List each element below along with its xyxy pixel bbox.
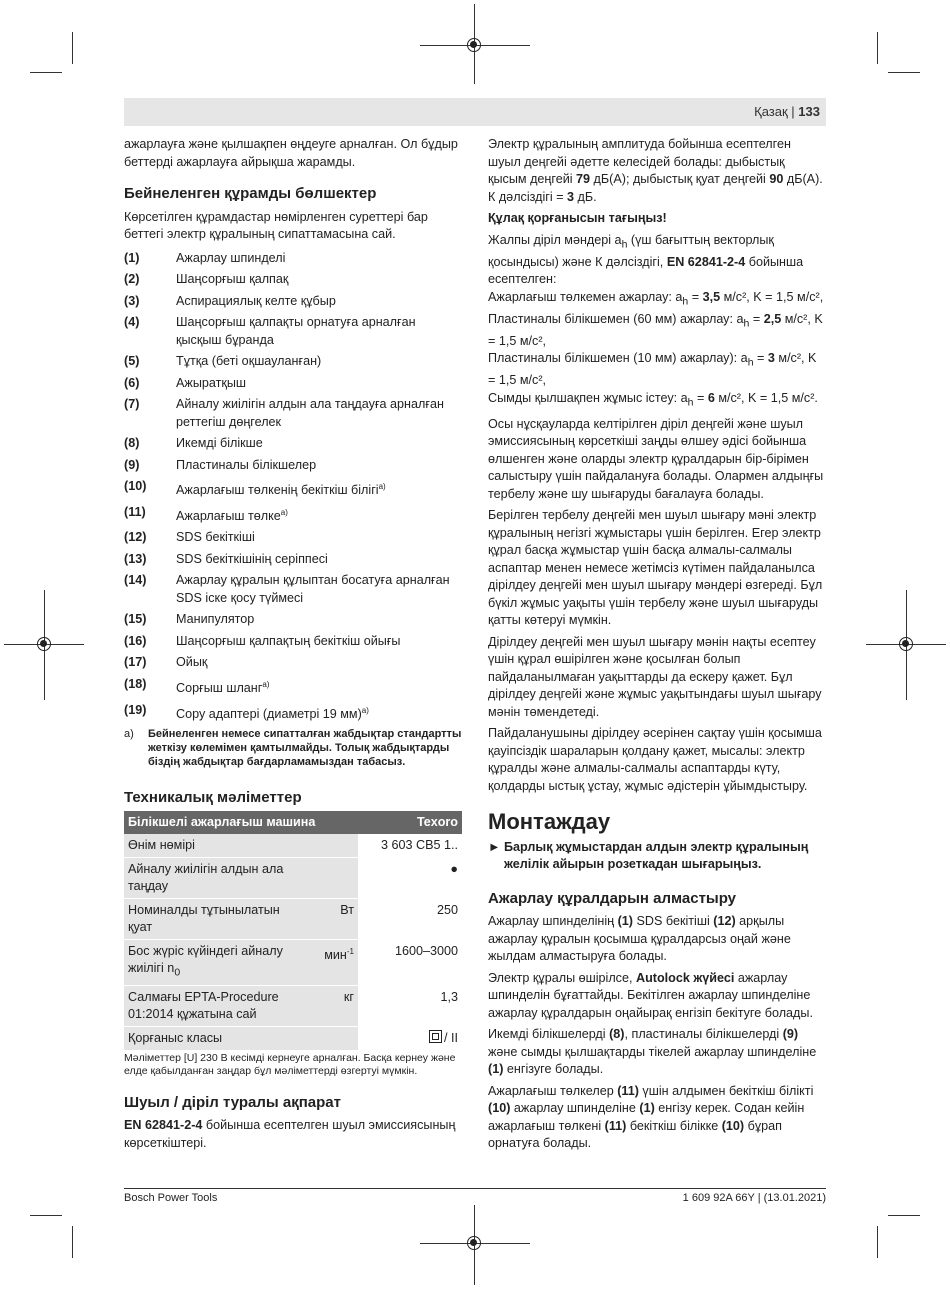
list-item xyxy=(124,551,462,569)
spec-unit xyxy=(290,858,358,899)
list-item xyxy=(124,271,462,289)
list-item-number: (12) xyxy=(124,530,147,545)
spec-unit: Вт xyxy=(290,899,358,940)
list-item-number: (19) xyxy=(124,702,147,717)
right-column xyxy=(488,136,826,1157)
crop-mark xyxy=(30,1215,62,1216)
list-item-number: (18) xyxy=(124,676,147,691)
list-item-text: Сору адаптері (диаметрі 19 мм)$^{a)}$ xyxy=(176,705,369,721)
list-item-text: SDS бекіткішінің серіппесі xyxy=(176,551,328,566)
list-item-text: Икемді білікше xyxy=(176,436,263,450)
change-paragraph-1: Ажарлау шпинделінің (1) SDS бекітіші (12) арқылы ажарлау құралын қосымша құралдарсыз оңай және жылдам алмастыруға болады. xyxy=(488,914,791,964)
list-item xyxy=(124,478,462,500)
change-tools-title: Ажарлау құралдарын алмастыру xyxy=(488,889,737,907)
list-item-number: (5) xyxy=(124,354,140,368)
spec-row xyxy=(124,985,462,1026)
list-item-number: (9) xyxy=(124,457,140,472)
list-item-text: Ажарлау құралын құлыптан босатуға арналған SDS іске қосу түймесі xyxy=(176,573,450,605)
paragraph-vibration-level: Берілген тербелу деңгейі мен шуыл шығару мәні электр құралының негізгі жұмыстары үшін берілген. Егер электр құрал басқа жұмыстар үшін басқа алмалы-салмалы аспаптар менен немесе жетімсіз күтімен пайдаланылса дірілдеу деңгейі мен шуыл шығару мәндері өзгереді. Бұл бүкіл жұмыс уақыты үшін тербелу және шуыл шығаруды қатты көтеруі мүмкін. xyxy=(488,508,823,628)
spec-unit: мин$^{-1}$ xyxy=(290,940,358,986)
list-item-number: (3) xyxy=(124,293,140,308)
footer-doc-number: 1 609 92A 66Y | (13.01.2021) xyxy=(682,1192,826,1204)
spec-value: ● xyxy=(358,858,462,899)
list-item xyxy=(124,676,462,698)
unplug-warning-text: Барлық жұмыстардан алдын электр құралының желілік айырын розеткадан шығарыңыз. xyxy=(504,839,809,872)
noise-text xyxy=(124,1117,462,1152)
crop-mark xyxy=(30,72,62,73)
change-paragraph-4: Ажарлағыш төлкелер (11) үшін алдымен бекіткіш білікті (10) ажарлау шпинделіне (1) енгізу керек. Содан кейін ажарлағыш төлкені (11) бекіткіш білікке (10) бұрап орнатуға болады. xyxy=(488,1083,814,1151)
list-item-text: SDS бекіткіші xyxy=(176,530,255,545)
spec-table xyxy=(124,811,462,1051)
paragraph-measurement: Осы нұсқауларда келтірілген діріл деңгейі және шуыл эмиссиясының көрсеткіші заңды өлшеу әдісі бойынша өлшенген және оларды электр құралдарын бір-бірімен салыстыру үшін пайдалануға болады. Олармен алдыңғы тербелу және шу шығаруды бағалауға болады. xyxy=(488,416,824,501)
list-item-text: Ажыратқыш xyxy=(176,375,247,390)
components-title: Бейнеленген құрамды бөлшектер xyxy=(124,185,377,202)
footnote-key: a) xyxy=(124,728,134,741)
spec-row xyxy=(124,858,462,899)
paragraph-estimation: Дірілдеу деңгейі мен шуыл шығару мәнін нақты есептеу үшін құрал өшірілген және қосылған болып пайдаланылмаған уақыттарды да ескеру қажет. Бұл дірілдеу деңгейі және жұмыс уақытындағы шуыл шығару мәнін төмендетеді. xyxy=(488,634,822,719)
unplug-warning xyxy=(488,839,826,874)
ear-protection-warning: Құлақ қорғанысын тағыңыз! xyxy=(488,211,667,225)
left-column xyxy=(124,136,462,1156)
spec-row xyxy=(124,1026,462,1050)
footer-rule xyxy=(124,1188,826,1189)
noise-standard: EN 62841-2-4 xyxy=(124,1118,203,1133)
list-item xyxy=(124,457,462,475)
list-item xyxy=(124,293,462,311)
components-intro: Көрсетілген құрамдастар нөмірленген суреттері бар беттегі электр құралының сипаттамасына сай. xyxy=(124,209,428,241)
spec-value: 250 xyxy=(358,899,462,940)
change-paragraph-3: Икемді білікшелерді (8), пластиналы білікшелерді (9) және сымды қылшақтарды тікелей ажарлау шпинделіне (1) енгізуге болады. xyxy=(488,1027,817,1077)
registration-target-icon xyxy=(467,38,481,52)
list-item xyxy=(124,504,462,526)
change-paragraph-2: Электр құралы өшірілсе, Autolock жүйесі ажарлау шпинделін бұғаттайды. Бекітілген ажарлау шпинделіне ажарлау құралдарын оңайырақ енгізіп бекітуге болады. xyxy=(488,970,813,1020)
list-item xyxy=(124,314,462,349)
protection-class-icon xyxy=(429,1030,442,1043)
list-item-text: Шаңсорғыш қалпақ xyxy=(176,272,289,286)
registration-target-icon xyxy=(37,637,51,651)
list-item-text: Шаңсорғыш қалпақты орнатуға арналған қысқыш бұранда xyxy=(176,315,416,347)
list-item xyxy=(124,353,462,371)
list-item-text: Аспирациялық келте құбыр xyxy=(176,293,336,308)
list-item-number: (16) xyxy=(124,633,147,648)
list-item xyxy=(124,702,462,724)
spec-unit xyxy=(290,834,358,858)
paragraph-safety: Пайдаланушыны дірілдеу әсерінен сақтау үшін қосымша қауіпсіздік шараларын қолдану қажет, мысалы: электр құралды және алмалы-салмалы аспаптарды күту, қолдарды ыстық ұстау, жұмыс әдістерін ұйымдыстыру. xyxy=(488,726,822,793)
list-item-text: Айналу жиілігін алдын ала таңдауға арналған реттегіш дөңгелек xyxy=(176,397,444,429)
list-item-text: Ойық xyxy=(176,655,208,670)
page-number: 133 xyxy=(798,104,820,119)
mounting-title: Монтаждау xyxy=(488,809,611,835)
spec-label: Өнім нөмірі xyxy=(124,834,290,858)
list-item-number: (6) xyxy=(124,375,140,390)
spec-unit: кг xyxy=(290,985,358,1026)
list-item xyxy=(124,396,462,431)
spec-unit xyxy=(290,1026,358,1050)
list-item xyxy=(124,250,462,268)
spec-value: / II xyxy=(358,1026,462,1050)
list-item-text: Ажарлау шпинделі xyxy=(176,250,286,265)
registration-target-icon xyxy=(467,1236,481,1250)
spec-row xyxy=(124,834,462,858)
spec-table-header xyxy=(124,811,462,835)
spec-label: Номиналды тұтынылатын қуат xyxy=(124,899,290,940)
list-item xyxy=(124,529,462,547)
list-item-number: (11) xyxy=(124,504,146,519)
list-item xyxy=(124,375,462,393)
spec-row xyxy=(124,940,462,986)
noise-title: Шуыл / діріл туралы ақпарат xyxy=(124,1093,341,1111)
list-item-number: (7) xyxy=(124,397,140,411)
spec-label: Бос жүріс күйіндегі айналу жиілігі $n_0$ xyxy=(124,940,290,986)
noise-levels-text: Электр құралының амплитуда бойынша есептелген шуыл деңгейі әдетте келесідей болады: дыбыстық қысым деңгейі 79 дБ(A); дыбыстық қуат деңгейі 90 дБ(A). К дәлсіздігі = 3 дБ. xyxy=(488,137,823,204)
list-item-text: Ажарлағыш төлке$^{a)}$ xyxy=(176,507,288,523)
list-item-number: (8) xyxy=(124,436,140,450)
list-item-text: Ажарлағыш төлкенің бекіткіш білігі$^{a)}$ xyxy=(176,482,386,498)
spec-table-note: Мәліметтер [U] 230 В кесімді кернеуге арналған. Басқа кернеу және елде қабылданған заңдар бұл мәліметтерді өзгертуі мүмкін. xyxy=(124,1051,456,1077)
spec-header-right: Texoro xyxy=(358,811,462,835)
crop-mark xyxy=(888,1215,920,1216)
list-item-text: Пластиналы білікшелер xyxy=(176,457,317,472)
list-item-text: Сорғыш шланг$^{a)}$ xyxy=(176,679,270,696)
tech-title: Техникалық мәліметтер xyxy=(124,789,302,807)
footnote-text: Бейнеленген немесе сипатталған жабдықтар стандартты жеткізу көлемімен қамтылмайды. Толық жабдықтарды біздің жабдықтар бағдарламамыздан табасыз. xyxy=(148,728,462,769)
spec-row xyxy=(124,899,462,940)
spec-label: Қорғаныс класы xyxy=(124,1026,290,1050)
list-item-text: Манипулятор xyxy=(176,612,255,627)
spec-label: Айналу жиілігін алдын ала таңдау xyxy=(124,858,290,899)
components-list xyxy=(124,250,462,724)
list-item-number: (1) xyxy=(124,250,140,265)
header-language: Қазақ xyxy=(754,104,788,119)
list-item-number: (13) xyxy=(124,551,147,566)
list-item-text: Шаңсорғыш қалпақтың бекіткіш ойығы xyxy=(176,633,401,648)
page-header: Қазақ | 133 xyxy=(754,104,820,119)
crop-mark xyxy=(72,1226,73,1258)
list-item xyxy=(124,435,462,453)
arrow-icon: ► xyxy=(488,839,501,854)
spec-label: Салмағы EPTA-Procedure 01:2014 құжатына сай xyxy=(124,985,290,1026)
list-item-number: (4) xyxy=(124,315,140,329)
list-item xyxy=(124,654,462,672)
spec-value: 1600–3000 xyxy=(358,940,462,986)
intro-text: ажарлауға және қылшақпен өңдеуге арналған. Ол бұдыр беттерді ажарлауға айрықша жарамды. xyxy=(124,137,458,169)
list-item xyxy=(124,572,462,607)
list-item-number: (2) xyxy=(124,272,140,286)
noise-text-body: бойынша есептелген шуыл эмиссиясының көрсеткіштері. xyxy=(124,1118,456,1150)
spec-value: 3 603 CB5 1.. xyxy=(358,834,462,858)
footnote xyxy=(124,727,462,769)
list-item-number: (15) xyxy=(124,612,147,627)
footer-brand: Bosch Power Tools xyxy=(124,1192,218,1204)
spec-value: 1,3 xyxy=(358,985,462,1026)
list-item-number: (14) xyxy=(124,573,147,588)
crop-mark xyxy=(72,32,73,64)
vibration-values: Жалпы діріл мәндері $a_h$ (үш бағыттың векторлық қосындысы) және К дәлсіздігі, EN 62841-2-4 бойынша есептелген: Ажарлағыш төлкемен ажарлау: $a_h = 3,5$ м/с², K = 1,5 м/с², Пластиналы білікшемен (60 мм) ажарлау: $a_h = 2,5$ м/с², K = 1,5 м/с², Пластиналы білікшемен (10 мм) ажарлау): $a_h = 3$ м/с², K = 1,5 м/с², Сымды қылшақпен жұмыс істеу: $a_h = 6$ м/с², K = 1,5 м/с². xyxy=(488,232,824,409)
list-item-number: (10) xyxy=(124,479,147,493)
list-item-number: (17) xyxy=(124,655,147,670)
spec-header-left: Білікшелі ажарлағыш машина xyxy=(124,811,358,835)
crop-mark xyxy=(877,32,878,64)
crop-mark xyxy=(877,1226,878,1258)
registration-target-icon xyxy=(899,637,913,651)
list-item xyxy=(124,633,462,651)
list-item-text: Тұтқа (беті оқшауланған) xyxy=(176,354,322,368)
list-item xyxy=(124,611,462,629)
crop-mark xyxy=(888,72,920,73)
header-band xyxy=(124,98,826,126)
